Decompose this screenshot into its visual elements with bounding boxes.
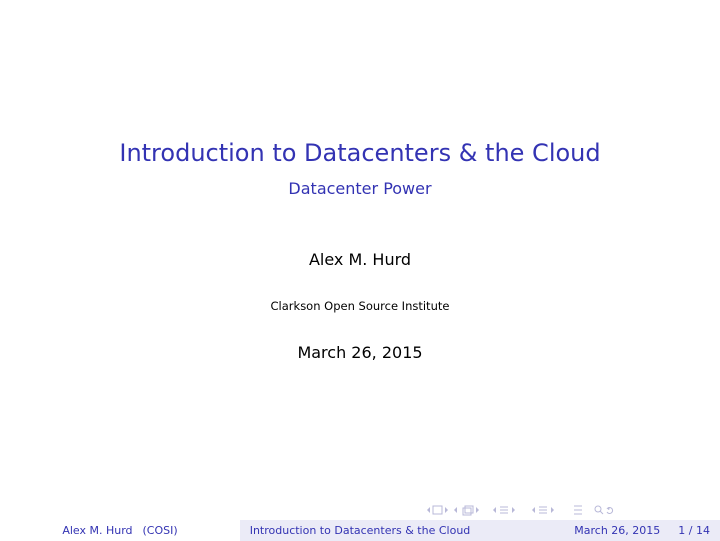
document-prev-icon[interactable] <box>532 507 535 513</box>
footer-date: March 26, 2015 <box>574 524 661 537</box>
search-icon[interactable] <box>595 506 613 514</box>
frame-prev-icon[interactable] <box>427 507 430 513</box>
document-next-icon[interactable] <box>551 507 554 513</box>
footer-bar <box>0 520 720 541</box>
footer-title: Introduction to Datacenters & the Cloud <box>249 524 471 537</box>
footer-title-box <box>240 520 480 541</box>
subsection-next-icon[interactable] <box>476 507 479 513</box>
institute-name: Clarkson Open Source Institute <box>270 299 450 313</box>
beamer-navigation-bar <box>425 503 705 517</box>
section-icon[interactable] <box>500 507 508 513</box>
footer-author-box <box>0 520 240 541</box>
document-icon[interactable] <box>539 507 547 513</box>
footer-page-number: 1 / 14 <box>678 524 710 537</box>
footer-author: Alex M. Hurd <box>62 524 133 537</box>
subsection-icon[interactable] <box>463 506 473 515</box>
section-prev-icon[interactable] <box>493 507 496 513</box>
footer-date-box <box>480 520 720 541</box>
align-icon[interactable] <box>574 506 582 514</box>
frame-next-icon[interactable] <box>445 507 448 513</box>
slide-subtitle: Datacenter Power <box>288 179 432 198</box>
footer-institute: (COSI) <box>142 524 178 537</box>
slide-title: Introduction to Datacenters & the Cloud <box>119 139 601 167</box>
section-next-icon[interactable] <box>512 507 515 513</box>
presentation-date: March 26, 2015 <box>297 343 423 362</box>
subsection-prev-icon[interactable] <box>454 507 457 513</box>
author-name: Alex M. Hurd <box>308 250 412 269</box>
frame-icon[interactable] <box>433 506 442 514</box>
